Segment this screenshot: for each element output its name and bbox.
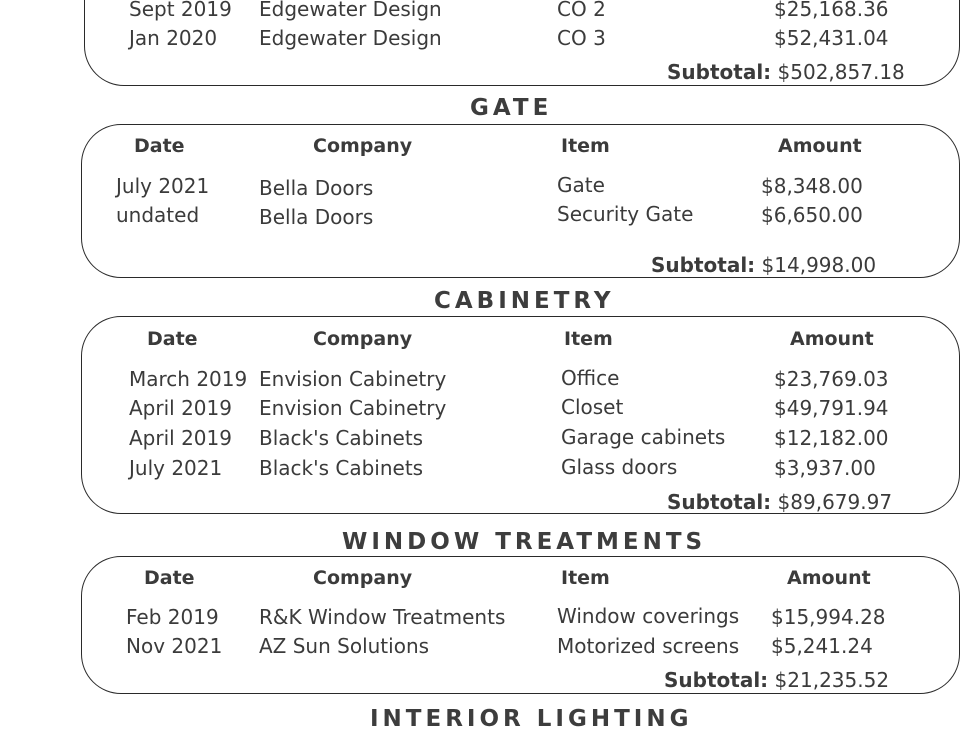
gate-header-date: Date (134, 135, 185, 157)
window-header-company: Company (313, 567, 413, 589)
gate-subtotal (651, 253, 876, 277)
cabinetry-header-amount: Amount (790, 328, 874, 350)
gate-row-2-item: Security Gate (557, 202, 694, 226)
top-row-2-item: CO 3 (557, 26, 606, 50)
cabinetry-row-1-item: Office (561, 366, 620, 390)
subtotal-label: Subtotal: (667, 60, 772, 84)
section-title-window-treatments: WINDOW TREATMENTS (342, 529, 707, 555)
gate-subtotal-value: $14,998.00 (761, 253, 877, 277)
window-subtotal (664, 668, 889, 692)
top-row-1-company: Edgewater Design (259, 0, 442, 21)
cabinetry-subtotal (667, 490, 892, 514)
section-title-gate: GATE (470, 95, 553, 121)
cabinetry-row-3-date: April 2019 (129, 426, 232, 450)
cabinetry-row-4-amount: $3,937.00 (774, 456, 876, 480)
top-row-1-item: CO 2 (557, 0, 606, 21)
cabinetry-row-2-company: Envision Cabinetry (259, 396, 447, 420)
gate-row-2-date: undated (116, 203, 200, 227)
gate-header-amount: Amount (778, 135, 862, 157)
window-row-1-amount: $15,994.28 (771, 605, 886, 629)
cabinetry-header-date: Date (147, 328, 198, 350)
cabinetry-row-2-amount: $49,791.94 (774, 396, 889, 420)
top-row-1-date: Sept 2019 (129, 0, 232, 21)
top-subtotal (667, 60, 905, 84)
top-row-1-amount: $25,168.36 (774, 0, 889, 21)
top-row-2-amount: $52,431.04 (774, 26, 889, 50)
gate-row-1-date: July 2021 (116, 174, 210, 198)
window-row-2-date: Nov 2021 (126, 634, 223, 658)
window-header-item: Item (561, 567, 610, 589)
cabinetry-header-company: Company (313, 328, 413, 350)
cabinetry-row-4-company: Black's Cabinets (259, 456, 424, 480)
window-row-2-amount: $5,241.24 (771, 634, 873, 658)
cabinetry-row-3-item: Garage cabinets (561, 425, 726, 449)
cabinetry-row-1-company: Envision Cabinetry (259, 367, 447, 391)
subtotal-label: Subtotal: (667, 490, 772, 514)
cabinetry-row-3-company: Black's Cabinets (259, 426, 424, 450)
gate-header-item: Item (561, 135, 610, 157)
cabinetry-row-4-item: Glass doors (561, 455, 678, 479)
window-row-2-item: Motorized screens (557, 634, 740, 658)
top-row-2-date: Jan 2020 (129, 26, 218, 50)
window-header-date: Date (144, 567, 195, 589)
cabinetry-row-2-item: Closet (561, 395, 624, 419)
gate-row-1-amount: $8,348.00 (761, 174, 863, 198)
top-subtotal-value: $502,857.18 (777, 60, 905, 84)
window-header-amount: Amount (787, 567, 871, 589)
gate-row-2-amount: $6,650.00 (761, 203, 863, 227)
window-subtotal-value: $21,235.52 (774, 668, 890, 692)
top-row-2-company: Edgewater Design (259, 26, 442, 50)
gate-row-1-item: Gate (557, 173, 605, 197)
window-row-2-company: AZ Sun Solutions (259, 634, 430, 658)
gate-row-2-company: Bella Doors (259, 205, 374, 229)
cabinetry-row-3-amount: $12,182.00 (774, 426, 889, 450)
cabinetry-row-1-amount: $23,769.03 (774, 367, 889, 391)
gate-row-1-company: Bella Doors (259, 176, 374, 200)
subtotal-label: Subtotal: (651, 253, 756, 277)
window-row-1-company: R&K Window Treatments (259, 605, 506, 629)
window-row-1-date: Feb 2019 (126, 605, 219, 629)
cabinetry-row-2-date: April 2019 (129, 396, 232, 420)
subtotal-label: Subtotal: (664, 668, 769, 692)
window-row-1-item: Window coverings (557, 604, 740, 628)
cabinetry-header-item: Item (564, 328, 613, 350)
section-title-cabinetry: CABINETRY (434, 288, 615, 314)
gate-header-company: Company (313, 135, 413, 157)
cabinetry-row-1-date: March 2019 (129, 367, 248, 391)
cabinetry-row-4-date: July 2021 (129, 456, 223, 480)
cabinetry-subtotal-value: $89,679.97 (777, 490, 893, 514)
section-title-interior-lighting: INTERIOR LIGHTING (370, 706, 693, 732)
